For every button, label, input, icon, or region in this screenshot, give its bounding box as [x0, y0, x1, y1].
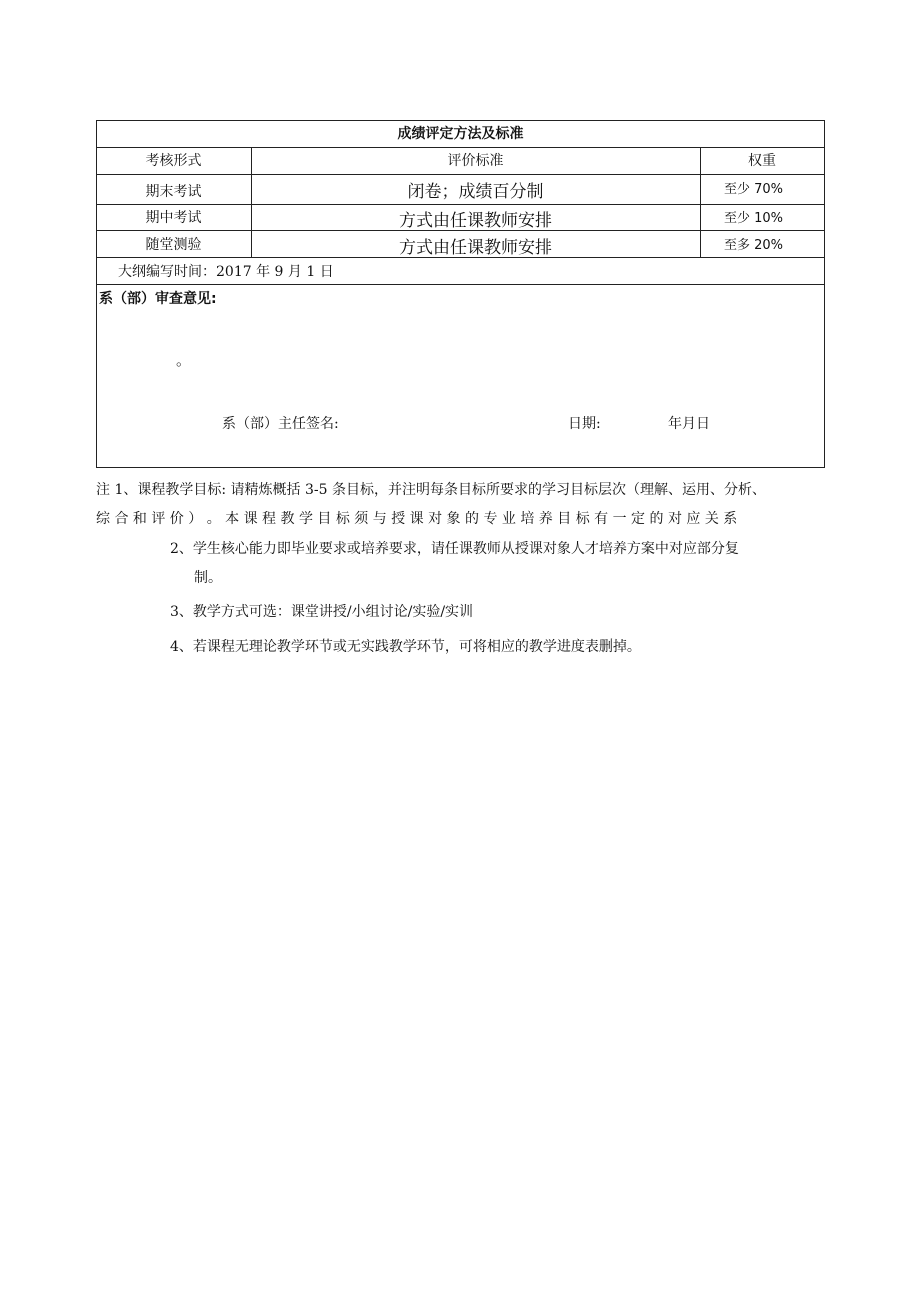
row-1-form: 期末考试 — [145, 184, 202, 200]
review-mark: 。 — [176, 351, 192, 369]
row-2-form: 期中考试 — [145, 210, 202, 226]
note-2-line-2: 制。 — [194, 570, 222, 586]
note-2-line-1: 2、学生核心能力即毕业要求或培养要求，请任课教师从授课对象人才培养方案中对应部分复 — [170, 541, 739, 557]
date-suffix: 年月日 — [668, 416, 710, 432]
signature-label: 系（部）主任签名: — [222, 416, 339, 432]
row-2-standard: 方式由任课教师安排 — [399, 211, 552, 231]
outline-date: 大纲编写时间：2017 年 9 月 1 日 — [118, 264, 334, 280]
row-1-weight: 至少 70% — [724, 182, 784, 197]
row-3-weight: 至多 20% — [724, 238, 784, 253]
note-4: 4、若课程无理论教学环节或无实践教学环节，可将相应的教学进度表删掉。 — [170, 639, 641, 655]
header-form: 考核形式 — [145, 153, 202, 169]
date-label: 日期: — [568, 416, 601, 432]
row-3-standard: 方式由任课教师安排 — [399, 238, 552, 258]
table-title: 成绩评定方法及标准 — [397, 126, 524, 142]
note-3: 3、教学方式可选：课堂讲授/小组讨论/实验/实训 — [170, 604, 474, 620]
review-heading: 系（部）审查意见: — [99, 291, 217, 307]
note-1-line-1: 注 1、课程教学目标: 请精炼概括 3-5 条目标，并注明每条目标所要求的学习目标层次（理解、运用、分析、 — [96, 482, 766, 498]
row-1-standard: 闭卷；成绩百分制 — [407, 182, 544, 202]
header-weight: 权重 — [748, 153, 776, 169]
note-1-line-2: 综 合 和 评 价 ） 。 本 课 程 教 学 目 标 须 与 授 课 对 象 的 专 业 培 养 目 标 有 一 定 的 对 应 关 系 — [96, 511, 738, 527]
row-3-form: 随堂测验 — [145, 237, 202, 253]
header-standard: 评价标准 — [447, 153, 504, 169]
row-2-weight: 至少 10% — [724, 211, 784, 226]
